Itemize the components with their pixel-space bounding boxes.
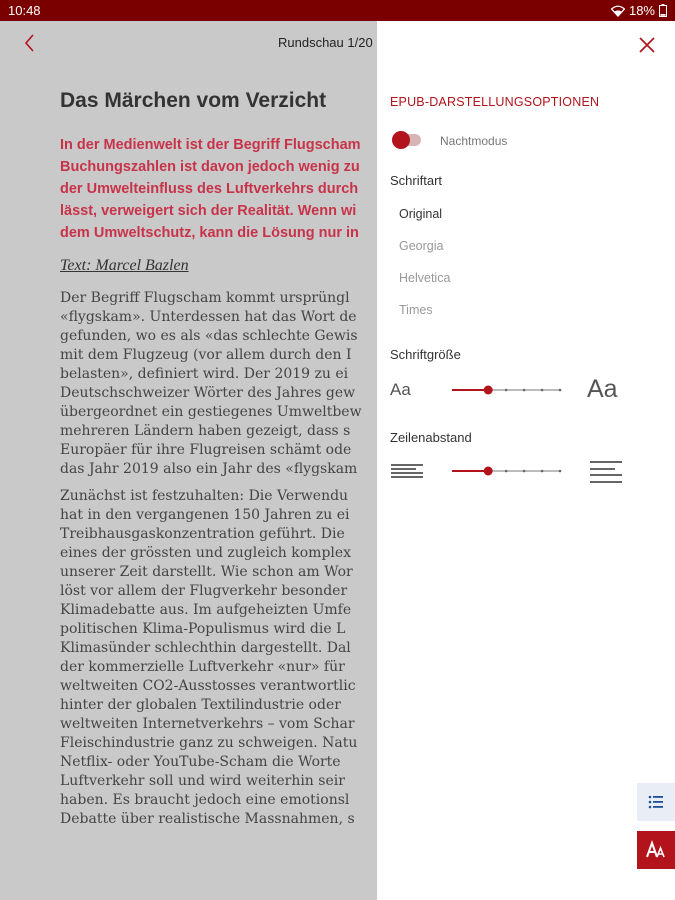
status-bar — [0, 0, 675, 21]
text-line: Klimasünder schlechthin dargestellt. Dal — [60, 640, 351, 656]
text-line: mit dem Flugzeug (vor allem durch den I — [60, 347, 352, 363]
text-line: Debatte über realistische Massnahmen, s — [60, 811, 355, 827]
font-option-original[interactable]: Original — [399, 207, 443, 221]
slider-tick — [541, 470, 544, 473]
text-line: eines der grössten und zugleich komplex — [60, 545, 352, 561]
night-mode-toggle[interactable] — [395, 134, 421, 146]
text-line: Luftverkehr soll und wird weiterhin seir — [60, 773, 345, 789]
line-spacing-tight-icon — [390, 461, 424, 483]
text-line: Der Begriff Flugscham kommt ursprüngl — [60, 290, 350, 306]
slider-thumb — [484, 467, 493, 476]
display-options-button[interactable] — [637, 831, 675, 869]
slider-thumb — [484, 386, 493, 395]
text-line: hat in den vergangenen 150 Jahren zu ei — [60, 507, 350, 523]
text-line: politischen Klima-Populismus wird die L — [60, 621, 346, 637]
slider-tick — [505, 389, 508, 392]
font-size-label: Schriftgröße — [390, 347, 461, 362]
slider-tick — [505, 470, 508, 473]
font-family-label: Schriftart — [390, 173, 443, 188]
slider-tick — [541, 389, 544, 392]
font-option-georgia[interactable]: Georgia — [399, 239, 444, 253]
text-line: der kommerzielle Luftverkehr «nur» für — [60, 659, 345, 675]
text-line: «flygskam». Unterdessen hat das Wort de — [60, 309, 357, 325]
article-byline[interactable]: Text: Marcel Bazlen — [60, 257, 189, 274]
text-line: gefunden, wo es als «das schlechte Gewis — [60, 328, 358, 344]
text-line: unserer Zeit darstellt. Wie schon am Wor — [60, 564, 353, 580]
slider-tick — [523, 389, 526, 392]
text-line: In der Medienwelt ist der Begriff Flugscham — [60, 137, 361, 153]
text-line: dem Umweltschutz, kann die Lösung nur in — [60, 225, 359, 241]
text-line: das Jahr 2019 also ein Jahr des «flygskam — [60, 461, 358, 477]
text-line: hinter der globalen Textilindustrie oder — [60, 697, 341, 713]
wifi-icon — [611, 5, 625, 17]
text-line: weltweiten CO2-Ausstosses verantwortlic — [60, 678, 356, 694]
text-line: belasten», definiert wird. Der 2019 zu ei — [60, 366, 349, 382]
line-spacing-slider[interactable] — [450, 461, 562, 481]
toggle-knob — [392, 131, 410, 149]
font-size-small-label: Aa — [390, 380, 411, 399]
text-line: übergeordnet ein gestiegenes Umweltbew — [60, 404, 362, 420]
close-icon[interactable] — [637, 35, 657, 55]
text-line: Buchungszahlen ist davon jedoch wenig zu — [60, 159, 360, 175]
text-line: Deutschschweizer Wörter des Jahres gew — [60, 385, 356, 401]
panel-heading: EPUB-DARSTELLUNGSOPTIONEN — [390, 95, 600, 109]
text-line: haben. Es braucht jedoch eine emotionsl — [60, 792, 350, 808]
table-of-contents-button[interactable] — [637, 783, 675, 821]
text-line: Europäer für ihre Flugreisen schämt ode — [60, 442, 352, 458]
text-line: löst vor allem der Flugverkehr besonder — [60, 583, 348, 599]
issue-title: Rundschau 1/20 — [278, 35, 373, 50]
status-right — [611, 3, 667, 18]
text-line: Klimadebatte aus. Im aufgeheizten Umfe — [60, 602, 352, 618]
text-line: lässt, verweigert sich der Realität. Wenn wi — [60, 203, 357, 219]
battery-percent: 18% — [628, 3, 655, 18]
font-option-times[interactable]: Times — [399, 303, 433, 317]
chevron-left-icon[interactable] — [18, 31, 42, 55]
line-spacing-wide-icon — [589, 461, 623, 483]
text-line: der Umwelteinfluss des Luftverkehrs durch — [60, 181, 359, 197]
text-line: mehreren Ländern haben gezeigt, dass s — [60, 423, 351, 439]
text-line: Netflix- oder YouTube-Scham die Worte — [60, 754, 341, 770]
status-time: 10:48 — [8, 3, 41, 18]
battery-icon — [659, 4, 667, 17]
text-line: Fleischindustrie ganz zu schweigen. Natu — [60, 735, 358, 751]
text-line: Zunächst ist festzuhalten: Die Verwendu — [60, 488, 349, 504]
text-size-icon — [637, 831, 675, 869]
slider-tick — [559, 470, 562, 473]
night-mode-label: Nachtmodus — [440, 134, 508, 148]
slider-tick — [559, 389, 562, 392]
text-line: weltweiten Internetverkehrs – vom Schar — [60, 716, 355, 732]
font-option-helvetica[interactable]: Helvetica — [399, 271, 451, 285]
font-size-slider[interactable] — [450, 380, 562, 400]
article-title: Das Märchen vom Verzicht — [60, 89, 327, 112]
display-options-panel — [377, 21, 675, 900]
text-line: Treibhausgaskonzentration geführt. Die — [60, 526, 345, 542]
list-icon — [637, 783, 675, 821]
line-spacing-label: Zeilenabstand — [390, 430, 472, 445]
font-size-large-label: Aa — [587, 375, 618, 403]
slider-tick — [523, 470, 526, 473]
